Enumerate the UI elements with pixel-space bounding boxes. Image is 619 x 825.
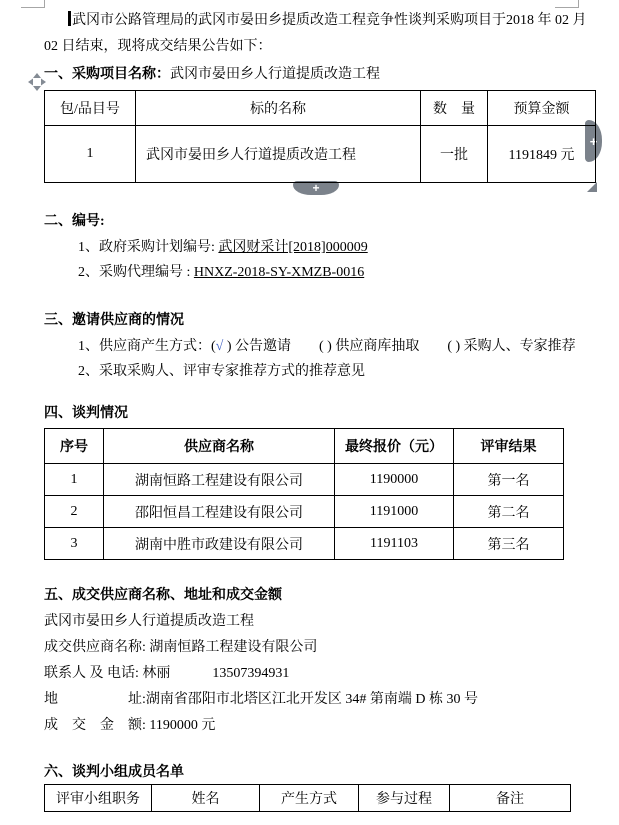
table-row bbox=[45, 464, 564, 496]
negotiation-result-table bbox=[44, 428, 564, 560]
supplier-cell: 邵阳恒昌工程建设有限公司 bbox=[104, 496, 335, 528]
price-cell: 1191000 bbox=[335, 496, 454, 528]
section1-heading bbox=[44, 62, 590, 88]
plan-number-value: 武冈财采计[2018]000009 bbox=[218, 240, 368, 255]
agency-number-value: HNXZ-2018-SY-XMZB-0016 bbox=[193, 265, 365, 280]
column-header: 参与过程 bbox=[359, 785, 450, 812]
price-cell: 1190000 bbox=[335, 464, 454, 496]
table-header-row bbox=[45, 91, 596, 126]
contact-line: 联系人 及 电话: 林丽 13507394931 bbox=[44, 666, 290, 681]
table-row bbox=[45, 496, 564, 528]
intro-paragraph bbox=[44, 8, 590, 60]
table-row bbox=[45, 528, 564, 560]
margin-crop-mark-top-left bbox=[21, 0, 45, 8]
column-header: 评审小组职务 bbox=[45, 785, 152, 812]
budget-cell: 1191849 元 bbox=[488, 126, 596, 183]
column-header: 包/品目号 bbox=[45, 91, 136, 126]
plan-number-label: 1、政府采购计划编号: bbox=[78, 240, 219, 255]
table-header-row bbox=[45, 785, 571, 812]
address-line: 地 址:湖南省邵阳市北塔区江北开发区 34# 第南端 D 栋 30 号 bbox=[44, 692, 478, 707]
column-header: 最终报价（元） bbox=[335, 429, 454, 464]
section1-value: 武冈市晏田乡人行道提质改造工程 bbox=[170, 67, 380, 82]
column-header: 评审结果 bbox=[454, 429, 564, 464]
supplier-method-after: ) 公告邀请 ( ) 供应商库抽取 ( ) 采购人、专家推荐 bbox=[223, 339, 576, 354]
section4-heading: 四、谈判情况 bbox=[44, 406, 128, 421]
award-amount-line: 成 交 金 额: 1190000 元 bbox=[44, 718, 216, 733]
rank-cell: 第一名 bbox=[454, 464, 564, 496]
agency-number-line bbox=[44, 260, 590, 285]
supplier-cell: 湖南中胜市政建设有限公司 bbox=[104, 528, 335, 560]
table-row bbox=[45, 126, 596, 183]
section3-heading: 三、邀请供应商的情况 bbox=[44, 313, 184, 328]
subject-name-cell: 武冈市晏田乡人行道提质改造工程 bbox=[136, 126, 421, 183]
margin-crop-mark-top-right bbox=[555, 0, 579, 8]
supplier-method-before: 1、供应商产生方式：( bbox=[78, 339, 216, 354]
checkmark-icon: √ bbox=[215, 339, 224, 354]
seq-cell: 1 bbox=[45, 464, 104, 496]
table-header-row bbox=[45, 429, 564, 464]
section5-heading: 五、成交供应商名称、地址和成交金额 bbox=[44, 588, 282, 603]
rank-cell: 第三名 bbox=[454, 528, 564, 560]
section1-label: 一、采购项目名称： bbox=[44, 67, 170, 82]
section2-heading: 二、编号: bbox=[44, 214, 105, 229]
agency-number-label: 2、采购代理编号 : bbox=[78, 265, 194, 280]
column-header: 标的名称 bbox=[136, 91, 421, 126]
plan-number-line bbox=[44, 235, 590, 260]
package-number-cell: 1 bbox=[45, 126, 136, 183]
section6-heading: 六、谈判小组成员名单 bbox=[44, 765, 184, 780]
procurement-item-table bbox=[44, 90, 596, 183]
award-info-block bbox=[44, 609, 590, 739]
column-header: 预算金额 bbox=[488, 91, 596, 126]
column-header: 数 量 bbox=[421, 91, 488, 126]
column-header: 备注 bbox=[450, 785, 571, 812]
intro-text: 武冈市公路管理局的武冈市晏田乡提质改造工程竞争性谈判采购项目于2018 年 02 月 02 日结束，现将成交结果公告如下： bbox=[44, 13, 590, 54]
seq-cell: 3 bbox=[45, 528, 104, 560]
column-header: 序号 bbox=[45, 429, 104, 464]
plus-icon: + bbox=[589, 133, 598, 149]
supplier-cell: 湖南恒路工程建设有限公司 bbox=[104, 464, 335, 496]
rank-cell: 第二名 bbox=[454, 496, 564, 528]
project-name-line: 武冈市晏田乡人行道提质改造工程 bbox=[44, 614, 254, 629]
panel-member-table bbox=[44, 784, 571, 812]
plus-icon: + bbox=[312, 181, 320, 195]
column-header: 产生方式 bbox=[260, 785, 359, 812]
seq-cell: 2 bbox=[45, 496, 104, 528]
quantity-cell: 一批 bbox=[421, 126, 488, 183]
price-cell: 1191103 bbox=[335, 528, 454, 560]
recommendation-line: 2、采取采购人、评审专家推荐方式的推荐意见 bbox=[78, 364, 365, 379]
winning-supplier-line: 成交供应商名称: 湖南恒路工程建设有限公司 bbox=[44, 640, 318, 655]
column-header: 姓名 bbox=[152, 785, 260, 812]
supplier-method-line bbox=[44, 334, 590, 359]
column-header: 供应商名称 bbox=[104, 429, 335, 464]
text-cursor bbox=[68, 11, 71, 26]
document-body bbox=[44, 8, 590, 812]
